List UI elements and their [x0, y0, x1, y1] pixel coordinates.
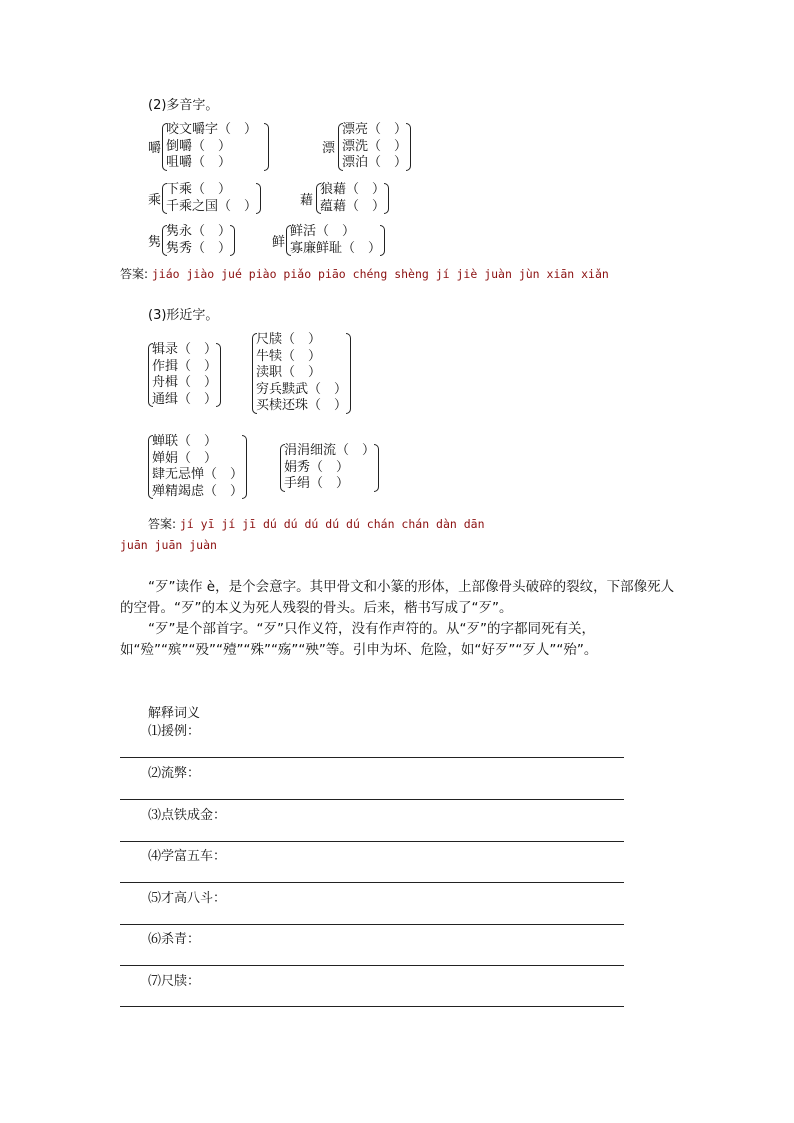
list-item: 蕴藉（ ）: [320, 198, 386, 214]
list-item: 狼藉（ ）: [320, 182, 386, 197]
group-head: 乘: [148, 193, 162, 208]
list-item: 千乘之国（ ）: [166, 198, 258, 214]
list-item: 手绢（ ）: [284, 476, 350, 491]
etymology-paragraph-2: “歹”是个部首字。“歹”只作义符，没有作声符的。从“歹”的字都同死有关，如“殓”“殡”“殁”“殪”“殊”“殇”“殃”等。引申为坏、危险，如“好歹”“歹人”“殆”。: [120, 621, 598, 658]
brace-list: [162, 122, 269, 172]
brace-list: [252, 332, 351, 415]
similar-group-du: [252, 332, 351, 415]
polyphone-group-xian: [272, 224, 385, 257]
answer-pinyin: jí yī jí jī dú dú dú dú dú chán chán dàn dān: [179, 517, 485, 531]
answer-line-3: [120, 841, 624, 842]
list-item: 牛犊（ ）: [256, 348, 322, 364]
list-item: 下乘（ ）: [166, 182, 232, 197]
brace-list: [316, 182, 389, 215]
list-item: 作揖（ ）: [152, 358, 218, 374]
vocab-item-7: ⑺尺牍：: [148, 974, 201, 989]
answer-line-5: [120, 924, 624, 925]
answer-pinyin: juān juān juàn: [120, 538, 217, 552]
group-head: 鲜: [272, 235, 286, 250]
list-item: 穷兵黩武（ ）: [256, 381, 348, 397]
section3-answer-line2: [120, 537, 217, 553]
list-item: 鲜活（ ）: [290, 224, 356, 239]
similar-group-juan: [280, 443, 379, 493]
polyphone-group-piao: [322, 122, 411, 172]
section2-answer: [120, 266, 609, 282]
polyphone-group-jue: [148, 122, 269, 172]
brace-list: [148, 342, 221, 408]
list-item: 涓涓细流（ ）: [284, 443, 376, 458]
brace-list: [162, 182, 261, 215]
vocab-item-4: ⑷学富五车：: [148, 849, 227, 864]
answer-line-4: [120, 882, 624, 883]
answer-line-7: [120, 1006, 624, 1007]
list-item: 隽永（ ）: [166, 224, 232, 239]
list-item: 渎职（ ）: [256, 365, 322, 380]
polyphone-group-cheng: [148, 182, 261, 215]
brace-list: [148, 434, 247, 500]
group-head: 漂: [322, 141, 336, 157]
list-item: 寡廉鲜耻（ ）: [290, 240, 382, 256]
group-head: 隽: [148, 235, 162, 250]
vocab-item-3: ⑶点铁成金：: [148, 808, 227, 823]
answer-line-2: [120, 799, 624, 800]
etymology-paragraph-1: “歹”读作 è，是个会意字。其甲骨文和小篆的形体，上部像骨头破碎的裂纹，下部像死人的空骨。“歹”的本义为死人残裂的骨头。后来，楷书写成了“歹”。: [120, 579, 675, 616]
answer-label: 答案:: [148, 517, 177, 531]
section3-answer-line1: [148, 516, 485, 532]
list-item: 娟秀（ ）: [284, 459, 350, 475]
list-item: 辑录（ ）: [152, 342, 218, 357]
polyphone-group-ji: [300, 182, 389, 215]
similar-group-chan: [148, 434, 247, 500]
polyphone-group-juan: [148, 224, 235, 257]
similar-group-ji: [148, 342, 221, 408]
brace-list: [286, 224, 385, 257]
list-item: 咬文嚼字（ ）: [166, 122, 258, 137]
section3-title: (3)形近字。: [148, 308, 219, 323]
answer-label: 答案:: [120, 267, 149, 281]
list-item: 隽秀（ ）: [166, 240, 232, 256]
list-item: 买椟还珠（ ）: [256, 398, 348, 413]
list-item: 漂亮（ ）: [342, 122, 408, 137]
vocab-title: 解释词义: [148, 706, 201, 721]
vocab-item-1: ⑴援例：: [148, 724, 201, 739]
answer-pinyin: jiáo jiào jué piào piǎo piāo chéng shèng jí jiè juàn jùn xiān xiǎn: [151, 267, 609, 281]
list-item: 咀嚼（ ）: [166, 155, 232, 170]
vocab-item-6: ⑹杀青：: [148, 932, 201, 947]
list-item: 漂洗（ ）: [342, 138, 408, 154]
section2-title: (2)多音字。: [148, 98, 219, 113]
list-item: 肆无忌惮（ ）: [152, 467, 244, 482]
brace-list: [280, 443, 379, 493]
list-item: 舟楫（ ）: [152, 375, 218, 390]
list-item: 蝉联（ ）: [152, 434, 218, 449]
list-item: 漂泊（ ）: [342, 155, 408, 170]
list-item: 通缉（ ）: [152, 391, 218, 407]
answer-line-6: [120, 965, 624, 966]
group-head: 嚼: [148, 141, 162, 157]
vocab-item-2: ⑵流弊：: [148, 766, 201, 781]
list-item: 尺牍（ ）: [256, 332, 322, 347]
list-item: 殚精竭虑（ ）: [152, 483, 244, 499]
group-head: 藉: [300, 193, 314, 208]
answer-line-1: [120, 757, 624, 758]
list-item: 婵娟（ ）: [152, 450, 218, 466]
brace-list: [162, 224, 235, 257]
list-item: 倒嚼（ ）: [166, 138, 232, 154]
vocab-item-5: ⑸才高八斗：: [148, 891, 227, 906]
brace-list: [338, 122, 411, 172]
